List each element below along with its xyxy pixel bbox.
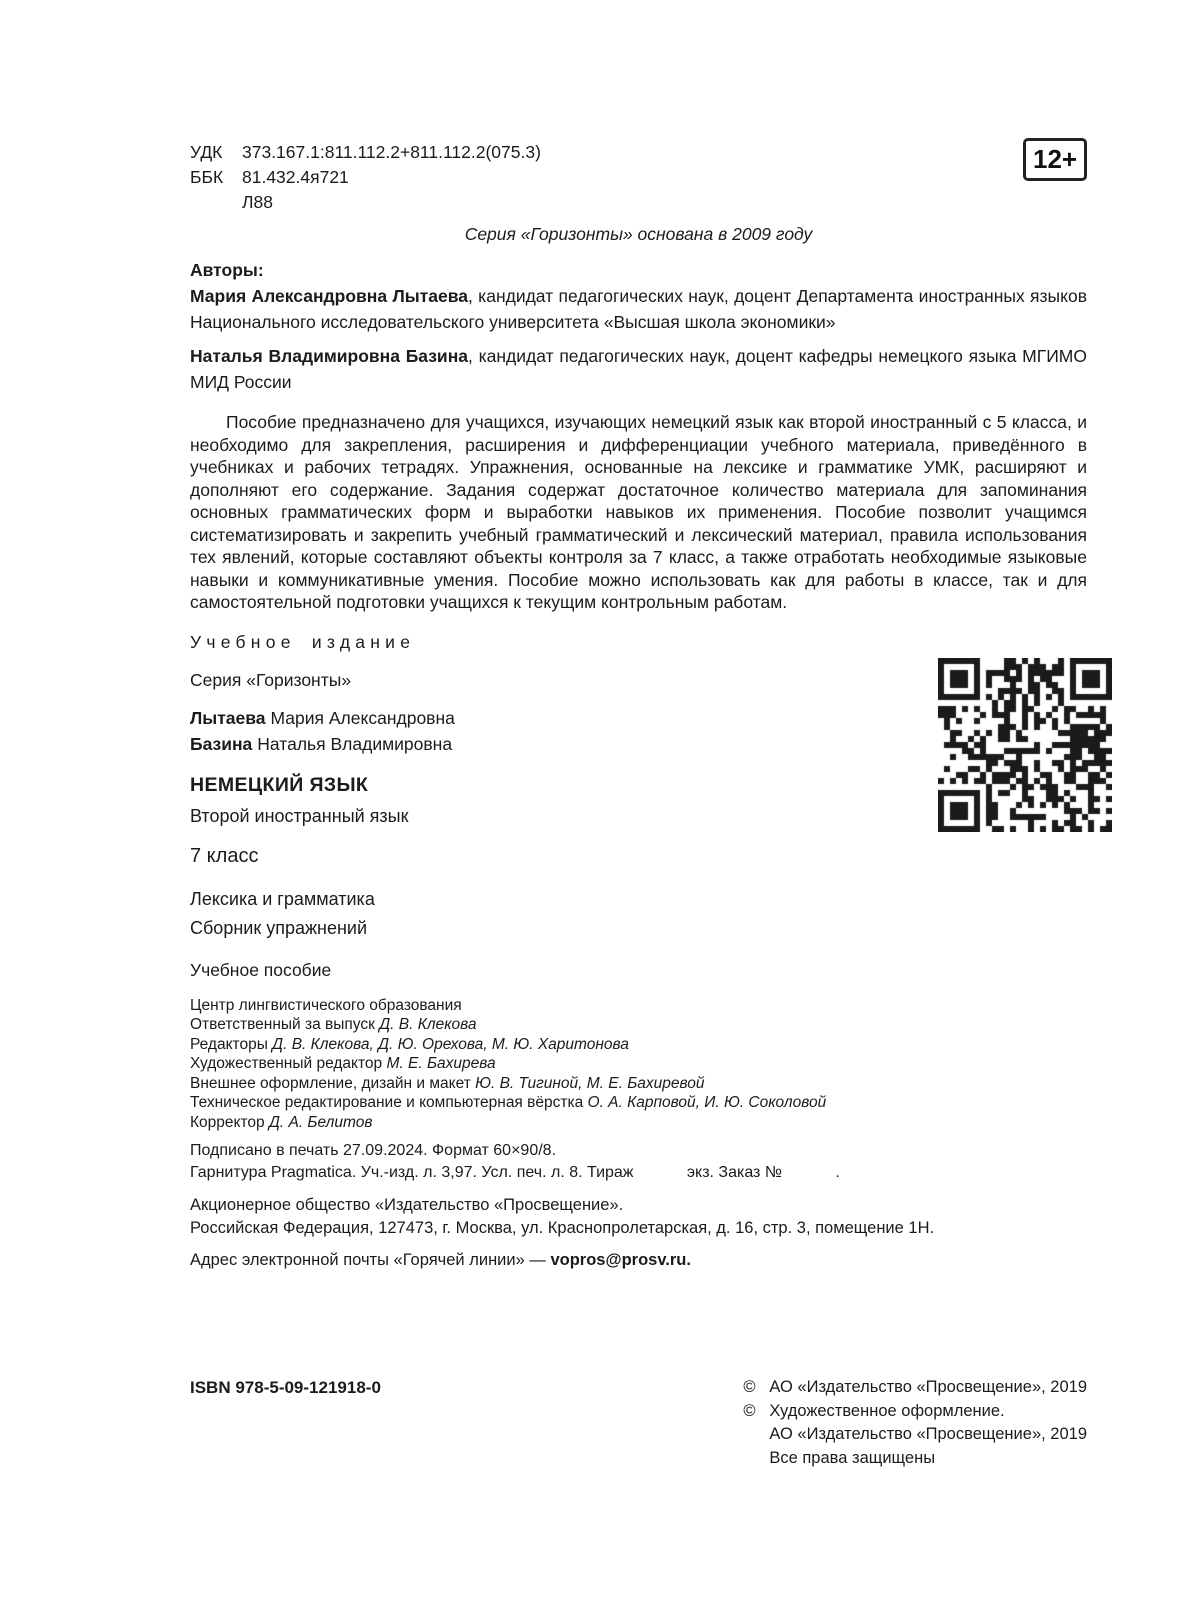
credit-label: Центр лингвистического образования xyxy=(190,996,462,1014)
author-description: , кандидат педагогических наук, доцент кафедры немецкого языка МГИМО МИД России xyxy=(190,346,1087,392)
credits-line xyxy=(190,1113,1087,1133)
print-info-block xyxy=(190,1140,1087,1184)
publisher-block xyxy=(190,1194,1087,1240)
edition-kind: Учебное издание xyxy=(190,631,416,652)
credit-label: Техническое редактирование и компьютерная вёрстка xyxy=(190,1094,588,1111)
credits-line xyxy=(190,1035,1087,1055)
hotline-email-line xyxy=(190,1249,1087,1272)
publisher-address: Российская Федерация, 127473, г. Москва, ул. Краснопролетарская, д. 16, стр. 3, помещение 1Н. xyxy=(190,1219,935,1237)
book-content-line: Лексика и грамматика xyxy=(190,888,375,909)
classification-block xyxy=(190,140,1087,215)
credit-label: Корректор xyxy=(190,1113,269,1131)
copyright-line xyxy=(743,1400,1087,1424)
bbk-line xyxy=(190,165,1087,190)
qr-code xyxy=(938,658,1112,832)
series-founded-note: Серия «Горизонты» основана в 2009 году xyxy=(464,224,813,244)
author-name: Мария Александровна Лытаева xyxy=(190,286,468,306)
bbk-value: 81.432.4я721 xyxy=(242,167,349,187)
author-surname: Лытаева xyxy=(190,707,266,728)
credits-line xyxy=(190,996,1087,1016)
email-address: vopros@prosv.ru. xyxy=(550,1251,691,1269)
credit-names: М. Е. Бахирева xyxy=(386,1055,496,1072)
publisher-name: Акционерное общество «Издательство «Просвещение». xyxy=(190,1196,624,1214)
page-footer xyxy=(190,1376,1087,1470)
credit-names: Ю. В. Тигиной, М. Е. Бахиревой xyxy=(475,1074,705,1092)
bbk-label: ББК xyxy=(190,167,224,187)
copyright-line xyxy=(743,1447,1087,1471)
udk-value: 373.167.1:811.112.2+811.112.2(075.3) xyxy=(242,142,541,162)
copyright-line xyxy=(743,1423,1087,1447)
authors-heading: Авторы: xyxy=(190,260,264,280)
author-given-names: Мария Александровна xyxy=(270,707,455,728)
copyright-sign: © xyxy=(743,1401,756,1420)
book-subtitle: Второй иностранный язык xyxy=(190,805,409,826)
print-info-line: Подписано в печать 27.09.2024. Формат 60×90/8. xyxy=(190,1142,557,1159)
book-grade: 7 класс xyxy=(190,844,259,867)
copyright-sign xyxy=(743,1423,769,1447)
credit-label: Внешнее оформление, дизайн и макет xyxy=(190,1074,476,1092)
email-label: Адрес электронной почты «Горячей линии» — xyxy=(190,1251,551,1269)
credits-line xyxy=(190,1015,1087,1035)
credits-line xyxy=(190,1093,1087,1113)
udk-label: УДК xyxy=(190,142,223,162)
credit-label: Редакторы xyxy=(190,1035,273,1053)
copyright-sign: © xyxy=(743,1378,756,1396)
credit-label: Художественный редактор xyxy=(190,1055,387,1072)
copyright-text: АО «Издательство «Просвещение», 2019 xyxy=(769,1425,1087,1443)
credit-names: Д. В. Клекова, Д. Ю. Орехова, М. Ю. Харитонова xyxy=(272,1035,629,1053)
classification-code: Л88 xyxy=(242,192,273,212)
copyright-text: АО «Издательство «Просвещение», 2019 xyxy=(769,1378,1087,1396)
age-rating-badge: 12+ xyxy=(1023,138,1087,181)
author-entry xyxy=(190,343,1087,395)
author-given-names: Наталья Владимировна xyxy=(257,733,453,754)
credit-names: Д. В. Клекова xyxy=(379,1016,477,1033)
author-entry xyxy=(190,283,1087,335)
copyright-sign xyxy=(743,1447,769,1471)
credit-names: О. А. Карповой, И. Ю. Соколовой xyxy=(587,1094,827,1111)
isbn: ISBN 978-5-09-121918-0 xyxy=(190,1378,381,1397)
book-content-line: Сборник упражнений xyxy=(190,917,368,938)
annotation-paragraph: Пособие предназначено для учащихся, изучающих немецкий язык как второй иностранный с 5 класса, и необходимо для закрепления, расширения и дифференциации учебного материала, приведённого в учебниках и рабочих тетрадях. Упражнения, основанные на лексике и грамматике УМК, расширяют и дополняют его содержание. Задания содержат достаточное количество материала для запоминания основных грамматических форм и выработки навыков их применения. Пособие позволит учащимся систематизировать и закрепить учебный грамматический и лексический материал, правила использования тех явлений, которые составляют объекты контроля за 7 класс, а также отработать необходимые языковые навыки и коммуникативные умения. Пособие можно использовать как для работы в классе, так и для самостоятельной подготовки учащихся к текущим контрольным работам. xyxy=(190,412,1087,612)
author-name: Наталья Владимировна Базина xyxy=(190,346,468,366)
credits-line xyxy=(190,1074,1087,1094)
print-info-line: Гарнитура Pragmatica. Уч.-изд. л. 3,97. Усл. печ. л. 8. Тираж экз. Заказ № . xyxy=(190,1164,840,1181)
book-content-lines xyxy=(190,885,1087,943)
copyright-text: Художественное оформление. xyxy=(769,1401,1005,1420)
author-surname: Базина xyxy=(190,733,253,754)
edition-series: Серия «Горизонты» xyxy=(190,669,352,690)
credit-names: Д. А. Белитов xyxy=(268,1113,373,1131)
copyright-line xyxy=(743,1376,1087,1400)
credit-label: Ответственный за выпуск xyxy=(190,1016,380,1033)
copyright-text: Все права защищены xyxy=(769,1448,936,1467)
copyright-block xyxy=(743,1376,1087,1470)
udk-line xyxy=(190,140,1087,165)
author-description: , кандидат педагогических наук, доцент Департамента иностранных языков Национального исследовательского университета «Высшая школа экономики» xyxy=(190,286,1087,332)
book-type: Учебное пособие xyxy=(190,959,332,980)
credits-line xyxy=(190,1054,1087,1074)
book-title: НЕМЕЦКИЙ ЯЗЫК xyxy=(190,773,369,796)
credits-block xyxy=(190,996,1087,1133)
